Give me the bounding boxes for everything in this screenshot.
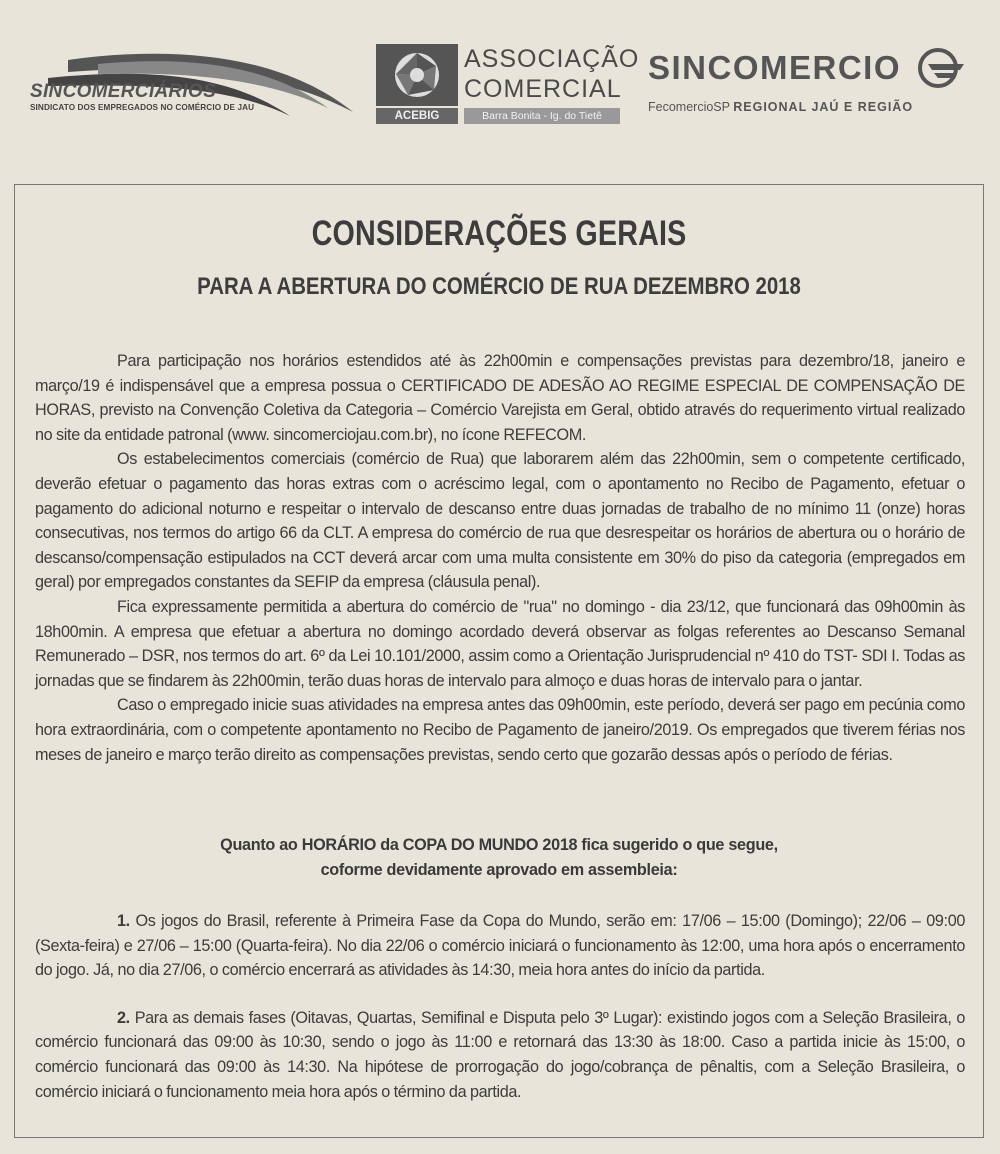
sindicato-subtitle: SINDICATO DOS EMPREGADOS NO COMÉRCIO DE JAU <box>30 103 255 112</box>
paragraph: Os estabelecimentos comerciais (comércio de Rua) que laborarem além das 22h00min, sem o competente certificado, deverão efetuar o pagamento das horas extras com o acréscimo legal, com o apontamento no Recibo de Pagamento, efetuar o pagamento do adicional noturno e respeitar o intervalo de descanso entre duas jornadas de trabalho de no mínimo 11 (onze) horas consecutivas, nos termos do artigo 66 da CLT. A empresa do comércio de rua que desrespeitar os horários de abertura ou o horário de descanso/compensação estipulados na CCT deverá arcar com uma multa consistente em 30% do piso da categoria (empregados em geral) por empregados constantes da SEFIP da empresa (cláusula penal). <box>35 450 965 592</box>
sincomercio-subtitle-prefix: FecomercioSP <box>648 100 730 114</box>
list-item <box>35 1006 965 1104</box>
acebig-tag: ACEBIG <box>376 108 458 124</box>
sincomercio-subtitle <box>648 100 913 114</box>
header <box>0 0 1000 150</box>
aperture-icon <box>376 44 458 106</box>
paragraph: Fica expressamente permitida a abertura do comércio de "rua" no domingo - dia 23/12, que funcionará das 09h00min às 18h00min. A empresa que efetuar a abertura no domingo acordado deverá observar as folgas referentes ao Descanso Semanal Remunerado – DSR, nos termos do art. 6º da Lei 10.101/2000, assim como a Orientação Jurisprudencial nº 410 do TST- SDI I. Todas as jornadas que se findarem às 22h00min, terão duas horas de intervalo para almoço e duas horas de intervalo para o jantar. <box>35 597 965 690</box>
associacao-name-line2: COMERCIAL <box>464 75 622 103</box>
document-frame <box>14 184 984 1138</box>
sincomerciarios-logo <box>28 50 358 120</box>
associacao-name-line1: ASSOCIAÇÃO <box>464 45 640 73</box>
sincomercio-logo <box>648 46 978 126</box>
numbered-items <box>35 909 965 1127</box>
sindicato-name: SINCOMERCIÁRIOS <box>30 81 217 102</box>
body-paragraphs <box>35 349 965 767</box>
item-text: Os jogos do Brasil, referente à Primeira Fase da Copa do Mundo, serão em: 17/06 – 15:00 (Domingo); 22/06 – 09:00 (Sexta-feira) e 27/06 – 15:00 (Quarta-feira). No dia 22/06 o comércio iniciará o funcionamento às 12:00, uma hora após o encerramento do jogo. Já, no dia 27/06, o comércio encerrará as atividades às 14:30, meia hora antes do início da partida. <box>35 912 965 980</box>
section-heading-line1: Quanto ao HORÁRIO da COPA DO MUNDO 2018 fica sugerido o que segue, <box>220 836 778 854</box>
paragraph: Para participação nos horários estendidos até às 22h00min e compensações previstas para dezembro/18, janeiro e março/19 é indispensável que a empresa possua o CERTIFICADO DE ADESÃO AO REGIME ESPECIAL DE COMPENSAÇÃO DE HORAS, previsto na Convenção Coletiva da Categoria – Comércio Varejista em Geral, obtido através do requerimento virtual realizado no site da entidade patronal (www. sincomerciojau.com.br), no ícone REFECOM. <box>35 352 965 444</box>
associacao-comercial-logo <box>376 44 640 126</box>
paragraph: Caso o empregado inicie suas atividades na empresa antes das 09h00min, este período, deverá ser pago em pecúnia como hora extraordinária, com o competente apontamento no Recibo de Pagamento de janeiro/2019. Os empregados que tiverem férias nos meses de janeiro e março terão direito as compensações previstas, sendo certo que gozarão dessas após o período de férias. <box>35 696 965 764</box>
list-item <box>35 909 965 983</box>
sincomercio-subtitle-region: REGIONAL JAÚ E REGIÃO <box>733 100 914 114</box>
document-subtitle: PARA A ABERTURA DO COMÉRCIO DE RUA DEZEMBRO 2018 <box>197 273 801 300</box>
associacao-city: Barra Bonita - Ig. do Tietê <box>464 108 620 124</box>
sincomercio-emblem-icon <box>918 48 966 88</box>
document-title: CONSIDERAÇÕES GERAIS <box>311 214 687 253</box>
item-number: 1. <box>117 912 130 930</box>
sincomercio-name: SINCOMERCIO <box>648 49 902 86</box>
item-number: 2. <box>117 1008 130 1027</box>
section-heading-line2: coforme devidamente aprovado em assembleia: <box>320 860 678 879</box>
section-heading <box>15 833 983 882</box>
item-text: Para as demais fases (Oitavas, Quartas, Semifinal e Disputa pelo 3º Lugar): existindo jogos com a Seleção Brasileira, o comércio funcionará das 09:00 às 10:30, sendo o jogo às 11:00 e retornará das 13:30 às 18:00. Caso a partida inicie às 15:00, o comércio funcionará das 09:00 às 14:30. Na hipótese de prorrogação do jogo/cobrança de pênaltis, com a Seleção Brasileira, o comércio iniciará o funcionamento meia hora após o término da partida. <box>35 1008 965 1101</box>
